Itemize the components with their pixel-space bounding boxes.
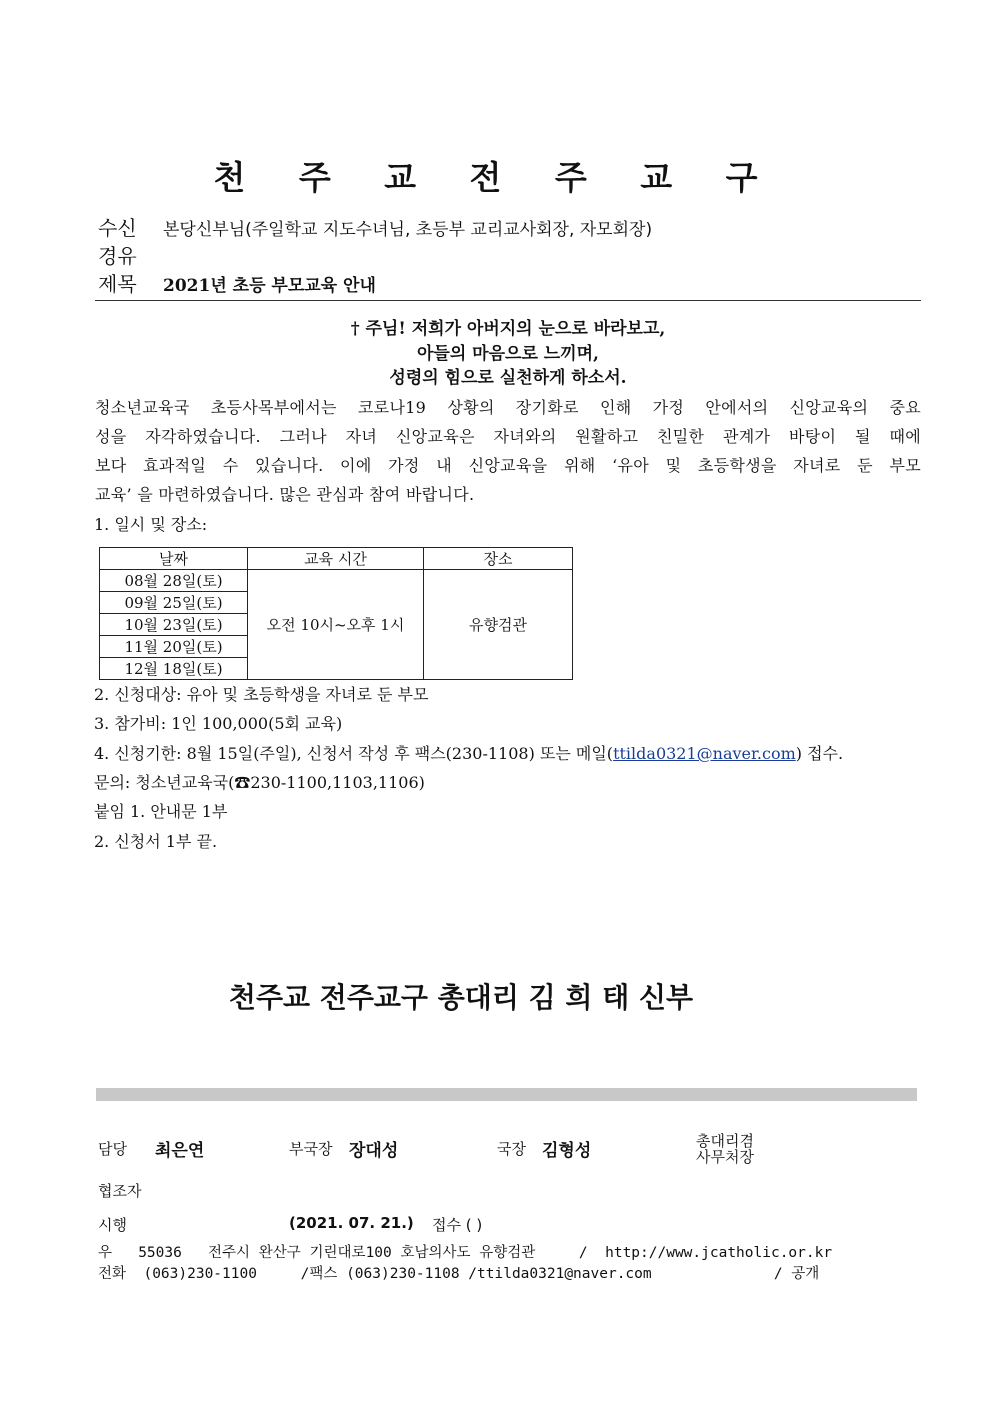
column-header-time: 교육 시간 [248, 548, 424, 570]
deputy-name: 장대성 [349, 1141, 399, 1161]
signer-name: 천주교 전주교구 총대리 김 희 태 신부 [228, 981, 694, 1014]
vicar-label-line-2: 사무처장 [696, 1148, 754, 1166]
subject-value: 2021년 초등 부모교육 안내 [163, 276, 376, 296]
attachment-line-2: 2. 신청서 1부 끝. [94, 832, 218, 851]
date-cell: 10월 23일(토) [100, 614, 248, 636]
date-cell: 08월 28일(토) [100, 570, 248, 592]
date-cell: 09월 25일(토) [100, 592, 248, 614]
item-2-target: 2. 신청대상: 유아 및 초등학생을 자녀로 둔 부모 [94, 685, 429, 704]
date-cell: 12월 18일(토) [100, 658, 248, 680]
item-3-fee: 3. 참가비: 1인 100,000(5회 교육) [94, 714, 343, 733]
email-link[interactable]: ttilda0321@naver.com [613, 744, 796, 763]
date-cell: 11월 20일(토) [100, 636, 248, 658]
contact-line: 전화 (063)230-1100 /팩스 (063)230-1108 /ttilda0321@naver.com / 공개 [98, 1266, 820, 1282]
deadline-suffix: ) 접수. [795, 744, 844, 763]
via-label: 경유 [98, 244, 137, 268]
body-line: 교육’ 을 마련하였습니다. 많은 관심과 참여 바랍니다. [95, 485, 475, 504]
prayer-line-1: † 주님! 저희가 아버지의 눈으로 바라보고, [350, 319, 666, 339]
vicar-label-line-1: 총대리겸 [696, 1132, 754, 1150]
attachment-line-1: 붙임 1. 안내문 1부 [94, 802, 228, 821]
director-name: 김형성 [542, 1141, 592, 1161]
column-header-place: 장소 [424, 548, 573, 570]
enforce-label: 시행 [98, 1216, 127, 1234]
item-4-deadline [94, 741, 843, 764]
time-cell: 오전 10시~오후 1시 [248, 570, 424, 680]
director-label: 국장 [497, 1140, 526, 1158]
document-title: 천 주 교 전 주 교 구 [213, 158, 779, 197]
enforce-date: (2021. 07. 21.) [289, 1214, 414, 1232]
footer-divider-bar [96, 1088, 917, 1101]
column-header-date: 날짜 [100, 548, 248, 570]
recipient-label: 수신 [98, 216, 137, 240]
staff-label: 담당 [98, 1140, 127, 1158]
deputy-label: 부국장 [289, 1140, 333, 1158]
prayer-line-3: 성령의 힘으로 실천하게 하소서. [389, 368, 627, 388]
table-header-row [100, 548, 573, 570]
prayer-line-2: 아들의 마음으로 느끼며, [417, 344, 599, 364]
address-line: 우 55036 전주시 완산구 기린대로100 호남의사도 유향검관 / http://www.jcatholic.or.kr [98, 1245, 833, 1261]
schedule-table [99, 547, 573, 680]
subject-label: 제목 [98, 272, 137, 296]
body-line: 청소년교육국 초등사목부에서는 코로나19 상황의 장기화로 인해 가정 안에서의 신앙교육의 중요 [95, 398, 921, 417]
body-line: 보다 효과적일 수 있습니다. 이에 가정 내 신앙교육을 위해 ‘유아 및 초등학생을 자녀로 둔 부모 [95, 456, 921, 475]
body-paragraph [95, 393, 921, 509]
receipt-field: 접수 ( ) [432, 1216, 483, 1234]
place-cell: 유향검관 [424, 570, 573, 680]
deadline-text: 4. 신청기한: 8월 15일(주일), 신청서 작성 후 팩스(230-1108) 또는 메일( [94, 744, 614, 763]
item-1-schedule-heading: 1. 일시 및 장소: [94, 515, 208, 534]
staff-name: 최은연 [155, 1141, 205, 1161]
body-line: 성을 자각하였습니다. 그러나 자녀 신앙교육은 자녀와의 원활하고 친밀한 관계가 바탕이 될 때에 [95, 427, 921, 446]
recipient-value: 본당신부님(주일학교 지도수녀님, 초등부 교리교사회장, 자모회장) [163, 220, 653, 240]
table-row [100, 570, 573, 592]
inquiry-line: 문의: 청소년교육국(☎230-1100,1103,1106) [94, 773, 425, 792]
cooperator-label: 협조자 [98, 1182, 142, 1200]
header-divider [95, 300, 921, 301]
